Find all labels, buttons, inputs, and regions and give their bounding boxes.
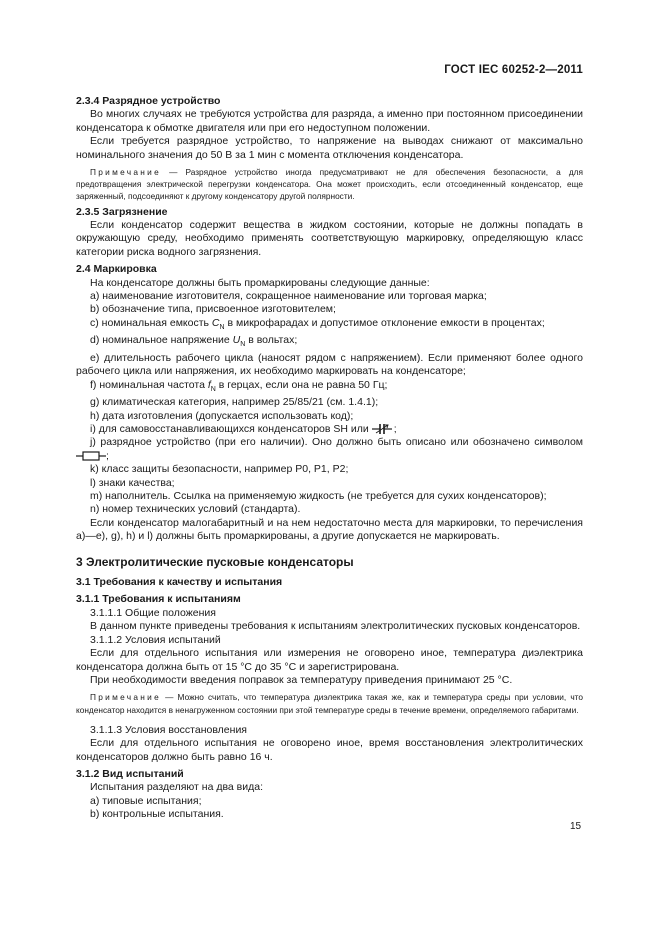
list-item: a) типовые испытания;	[90, 794, 202, 807]
heading-2-3-4: 2.3.4 Разрядное устройство	[76, 95, 221, 107]
list-item: m) наполнитель. Ссылка на применяемую жидкость (не требуется для сухих конденсаторов);	[90, 490, 547, 503]
page-number: 15	[570, 821, 582, 832]
paragraph: В данном пункте приведены требования к испытаниям электролитических пусковых конденсаторов.	[90, 620, 581, 633]
heading-3-1-2: 3.1.2 Вид испытаний	[76, 767, 184, 780]
subheading-3-1-1-2: 3.1.1.2 Условия испытаний	[90, 633, 221, 646]
paragraph: Во многих случаях не требуются устройства для разряда, а именно при постоянном присоединении конденсатора к обмотке двигателя или при его недоступном положении.	[76, 108, 583, 134]
list-item: j) разрядное устройство (при его наличии). Оно должно быть описано или обозначено символом ;	[76, 436, 583, 463]
paragraph: Если конденсатор содержит вещества в жидком состоянии, которые не должны попадать в окружающую среду, необходимо применять соответствующую маркировку, определяющую класс категории риска водного загрязнения.	[76, 219, 583, 258]
note-text: — Можно считать, что температура диэлектрика такая же, как и температура среды при условии, что конденсатор находится в ненагруженном состоянии при этой температуре среды в течение времени, определяемого габаритами.	[76, 692, 583, 715]
subheading-3-1-1-3: 3.1.1.3 Условия восстановления	[90, 723, 247, 736]
list-item: b) обозначение типа, присвоенное изготовителем;	[90, 303, 336, 316]
paragraph: Если для отдельного испытания не оговорено иное, время восстановления электролитических конденсаторов должно быть равно 16 ч.	[76, 737, 583, 763]
list-item: f) номинальная частота $f_N$ в герцах, если она не равна 50 Гц;	[90, 378, 388, 393]
list-item: g) климатическая категория, например 25/85/21 (см. 1.4.1);	[90, 396, 379, 409]
paragraph: Если для отдельного испытания или измерения не оговорено иное, температура диэлектрика конденсатора должна быть от 15 °С до 35 °С и зарегистрирована.	[76, 647, 583, 673]
note-3-1-1-2	[76, 691, 583, 715]
list-item: h) дата изготовления (допускается использовать код);	[90, 409, 354, 422]
list-item: n) номер технических условий (стандарта).	[90, 503, 301, 516]
note-label: Примечание	[90, 692, 162, 703]
paragraph: На конденсаторе должны быть промаркированы следующие данные:	[90, 276, 430, 289]
note-label: Примечание	[90, 167, 162, 178]
list-item: l) знаки качества;	[90, 476, 175, 489]
heading-2-3-5: 2.3.5 Загрязнение	[76, 205, 168, 218]
heading-3-1-1: 3.1.1 Требования к испытаниям	[76, 593, 241, 606]
list-item: e) длительность рабочего цикла (наносят рядом с напряжением). Если применяют более одного рабочего цикла или напряжения, их необходимо маркировать на конденсаторе;	[76, 351, 583, 378]
subheading-3-1-1-1: 3.1.1.1 Общие положения	[90, 606, 216, 619]
note-text: — Разрядное устройство иногда предусматривают не для обеспечения безопасности, а для предотвращения электрической перегрузки конденсатора. Она может происходить, если отсоединенный конденсатор, еще заряженный, подсоединяют к другому конденсатору другой полярности.	[76, 167, 583, 202]
list-item: c) номинальная емкость $C_N$ в микрофарадах и допустимое отклонение емкости в процентах;	[90, 316, 545, 331]
paragraph: Если конденсатор малогабаритный и на нем недостаточно места для маркировки, то перечисления a)—e), g), h) и l) должны быть промаркированы, а другие допускается не маркировать.	[76, 516, 583, 543]
heading-2-4: 2.4 Маркировка	[76, 263, 157, 276]
list-item: k) класс защиты безопасности, например P0, P1, P2;	[90, 463, 349, 476]
page-content	[76, 95, 583, 822]
heading-3-1: 3.1 Требования к качеству и испытания	[76, 576, 283, 589]
standard-header: ГОСТ IEC 60252-2—2011	[444, 64, 583, 76]
paragraph: При необходимости введения поправок за температуру приведения принимают 25 °С.	[90, 673, 513, 686]
self-healing-capacitor-symbol-icon	[372, 423, 394, 435]
list-item: b) контрольные испытания.	[90, 808, 224, 821]
list-item: d) номинальное напряжение $U_N$ в вольтах;	[90, 334, 298, 349]
discharge-device-symbol-icon	[76, 450, 106, 462]
paragraph: Испытания разделяют на два вида:	[90, 781, 263, 794]
heading-3: 3 Электролитические пусковые конденсаторы	[76, 554, 354, 569]
list-item: a) наименование изготовителя, сокращенное наименование или торговая марка;	[90, 290, 487, 303]
paragraph: Если требуется разрядное устройство, то напряжение на выводах снижают от максимально номинального значения до 50 В за 1 мин с момента отключения конденсатора.	[76, 135, 583, 161]
note-2-3-4	[76, 166, 583, 203]
list-item: i) для самовосстанавливающихся конденсаторов SH или ;	[90, 423, 397, 436]
